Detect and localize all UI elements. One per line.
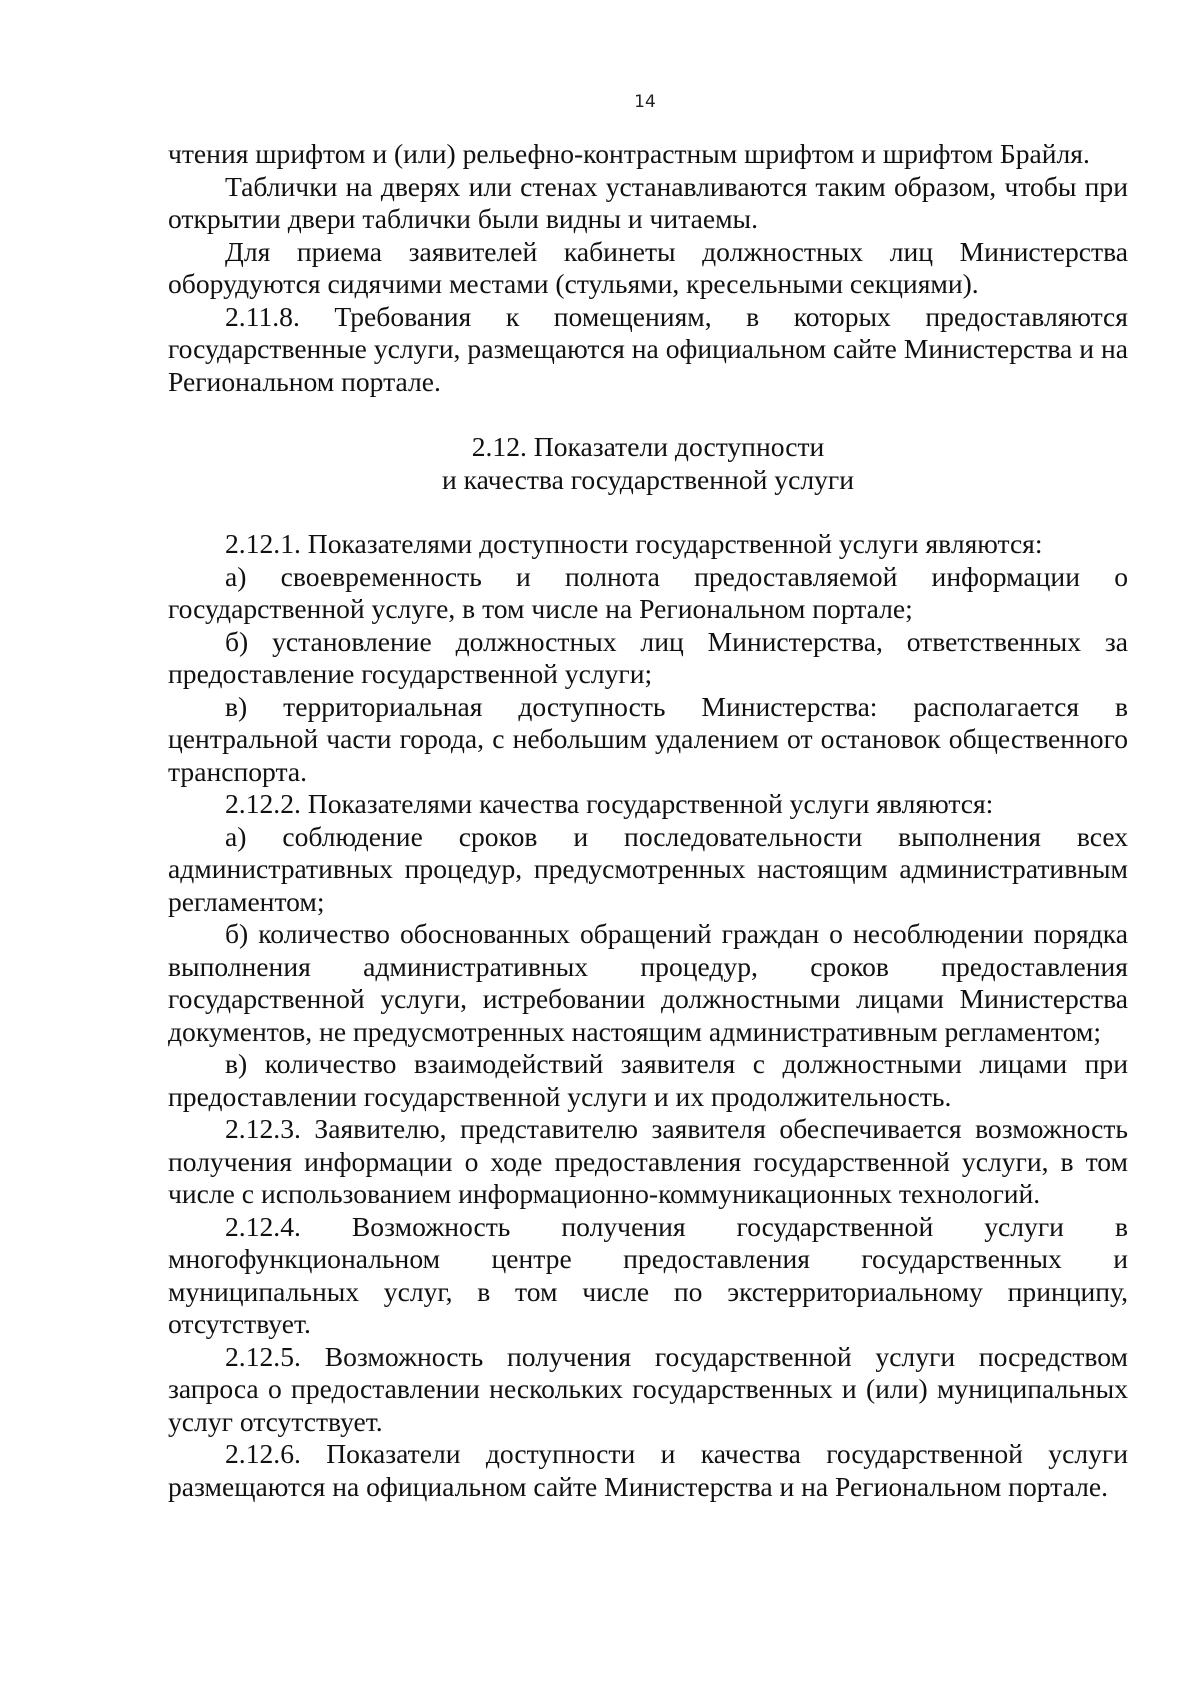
paragraph-2-12-2: 2.12.2. Показателями качества государственной услуги являются:: [225, 788, 994, 819]
page-number: 14: [634, 92, 656, 112]
paragraph-2-12-5: 2.12.5. Возможность получения государственной услуги посредством запроса о предоставлении нескольких государственных и (или) муниципальных услуг отсутствует.: [168, 1340, 1128, 1437]
paragraph-2-12-1: 2.12.1. Показателями доступности государственной услуги являются:: [225, 528, 1043, 559]
paragraph-2-12-4: 2.12.4. Возможность получения государственной услуги в многофункциональном центре предоставления государственных и муниципальных услуг, в том числе по экстерриториальному принципу, отсутствует.: [168, 1210, 1128, 1339]
list-item-2-12-2-a: а) соблюдение сроков и последовательности выполнения всех административных процедур, предусмотренных настоящим административным регламентом;: [168, 820, 1128, 917]
section-heading-line-2: и качества государственной услуги: [442, 463, 854, 495]
paragraph-2-12-3: 2.12.3. Заявителю, представителю заявителя обеспечивается возможность получения информации о ходе предоставления государственной услуги, в том числе с использованием информационно-коммуникационных технологий.: [168, 1113, 1128, 1209]
paragraph-2-12-6: 2.12.6. Показатели доступности и качества государственной услуги размещаются на официальном сайте Министерства и на Региональном портале.: [168, 1438, 1128, 1502]
list-item-2-12-1-a: а) своевременность и полнота предоставляемой информации о государственной услуге, в том числе на Региональном портале;: [168, 560, 1128, 624]
paragraph-door-signs: Таблички на дверях или стенах устанавливаются таким образом, чтобы при открытии двери таблички были видны и читаемы.: [168, 170, 1128, 234]
list-item-2-12-2-v: в) количество взаимодействий заявителя с должностными лицами при предоставлении государственной услуги и их продолжительность.: [168, 1048, 1128, 1112]
paragraph-reception-seating: Для приема заявителей кабинеты должностных лиц Министерства оборудуются сидячими местами (стульями, кресельными секциями).: [168, 235, 1128, 299]
list-item-2-12-2-b: б) количество обоснованных обращений граждан о несоблюдении порядка выполнения административных процедур, сроков предоставления государственной услуги, истребовании должностными лицами Министерства документов, не предусмотренных настоящим административным регламентом;: [168, 918, 1128, 1047]
paragraph-continuation: чтения шрифтом и (или) рельефно-контрастным шрифтом и шрифтом Брайля.: [168, 138, 1090, 169]
paragraph-2-11-8: 2.11.8. Требования к помещениям, в которых предоставляются государственные услуги, размещаются на официальном сайте Министерства и на Региональном портале.: [168, 300, 1128, 397]
section-heading-2-12: [168, 431, 1128, 496]
section-heading-line-1: 2.12. Показатели доступности: [471, 431, 825, 462]
list-item-2-12-1-v: в) территориальная доступность Министерства: располагается в центральной части города, с небольшим удалением от остановок общественного транспорта.: [168, 690, 1128, 787]
document-body: [168, 138, 1128, 1503]
list-item-2-12-1-b: б) установление должностных лиц Министерства, ответственных за предоставление государственной услуги;: [168, 625, 1128, 689]
